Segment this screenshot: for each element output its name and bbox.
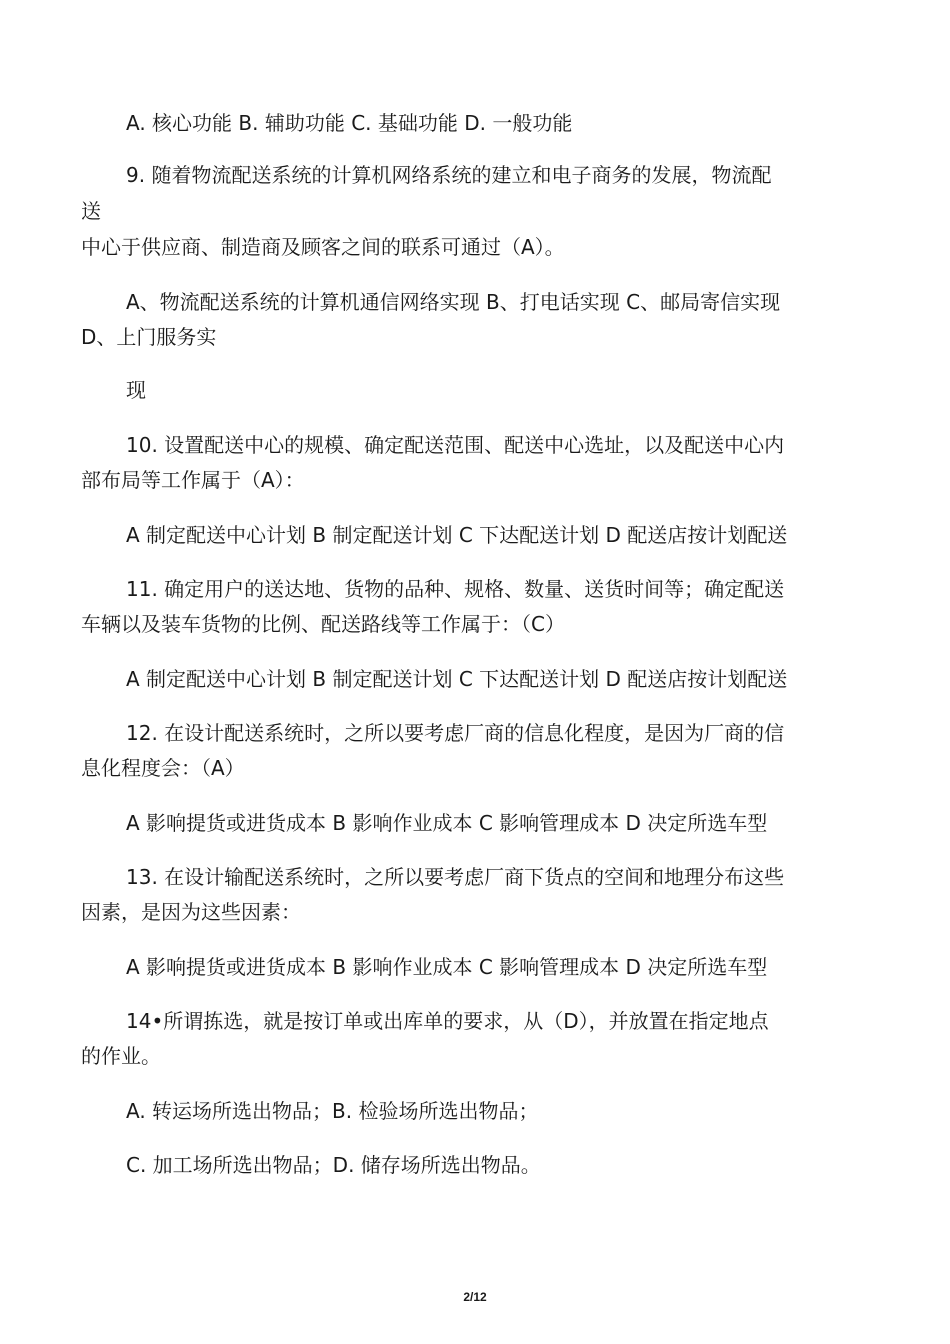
q9-stem-line1: 9. 随着物流配送系统的计算机网络系统的建立和电子商务的发展，物流配 [126, 163, 772, 187]
q9-stem-line2: 送 [81, 199, 101, 223]
q12-options: A 影响提货或进货成本 B 影响作业成本 C 影响管理成本 D 决定所选车型 [126, 811, 768, 835]
q11-stem-line2: 车辆以及装车货物的比例、配送路线等工作属于：（C） [81, 612, 565, 636]
q9-options-line2: D、上门服务实 [81, 325, 217, 349]
q10-options: A 制定配送中心计划 B 制定配送计划 C 下达配送计划 D 配送店按计划配送 [126, 523, 788, 547]
q11-options: A 制定配送中心计划 B 制定配送计划 C 下达配送计划 D 配送店按计划配送 [126, 667, 788, 691]
q12-stem-line2: 息化程度会：（A） [81, 756, 245, 780]
q8-options: A. 核心功能 B. 辅助功能 C. 基础功能 D. 一般功能 [126, 111, 573, 135]
q10-stem-line1: 10. 设置配送中心的规模、确定配送范围、配送中心选址，以及配送中心内 [126, 433, 785, 457]
q9-options-line1: A、物流配送系统的计算机通信网络实现 B、打电话实现 C、邮局寄信实现 [126, 290, 781, 314]
q10-stem-line2: 部布局等工作属于（A）： [81, 468, 305, 492]
q13-options: A 影响提货或进货成本 B 影响作业成本 C 影响管理成本 D 决定所选车型 [126, 955, 768, 979]
q11-stem-line1: 11. 确定用户的送达地、货物的品种、规格、数量、送货时间等；确定配送 [126, 577, 785, 601]
q13-stem-line1: 13. 在设计输配送系统时，之所以要考虑厂商下货点的空间和地理分布这些 [126, 865, 785, 889]
page-number: 2/12 [463, 1290, 487, 1304]
q14-options-line2: C. 加工场所选出物品；D. 储存场所选出物品。 [126, 1153, 541, 1177]
q14-stem-line2: 的作业。 [81, 1044, 161, 1068]
q9-options-line3: 现 [126, 378, 146, 402]
q12-stem-line1: 12. 在设计配送系统时，之所以要考虑厂商的信息化程度，是因为厂商的信 [126, 721, 785, 745]
q14-stem-line1: 14•所谓拣选，就是按订单或出库单的要求，从（D），并放置在指定地点 [126, 1009, 769, 1033]
q13-stem-line2: 因素，是因为这些因素： [81, 900, 301, 924]
q14-options-line1: A. 转运场所选出物品；B. 检验场所选出物品； [126, 1099, 539, 1123]
q9-stem-line3: 中心于供应商、制造商及顾客之间的联系可通过（A）。 [81, 235, 565, 259]
